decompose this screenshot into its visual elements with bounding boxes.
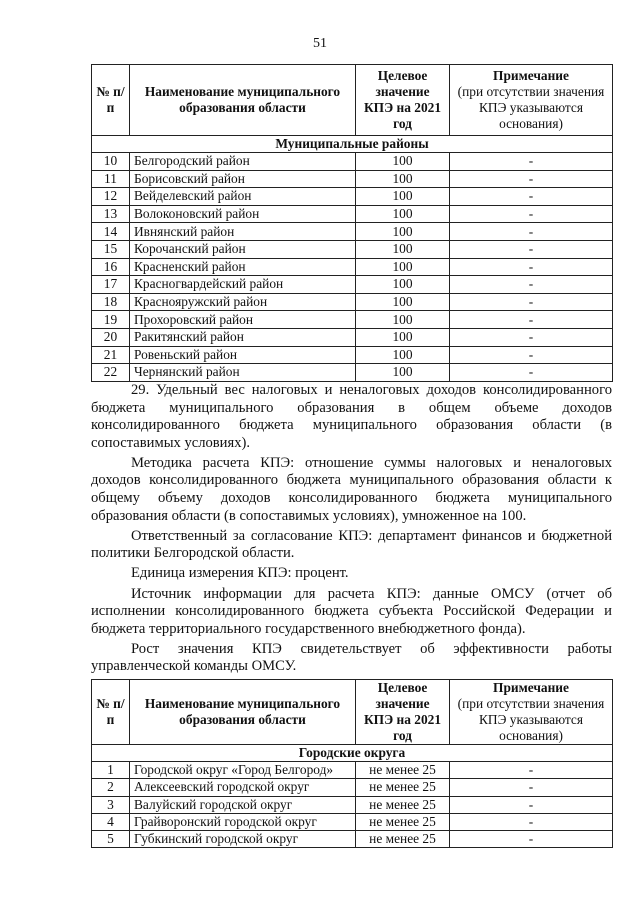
row-name: Красненский район	[130, 258, 356, 276]
section-row	[92, 136, 613, 153]
paragraph-methodology: Методика расчета КПЭ: отношение суммы налоговых и неналоговых доходов консолидированного бюджета муниципального образования области к общему объему доходов консолидированного бюджета муниципального образования области (в сопоставимых условиях), умноженное на 100.	[91, 454, 612, 524]
table-row	[92, 153, 613, 171]
table-row	[92, 796, 613, 813]
table-row	[92, 779, 613, 796]
section-title: Муниципальные районы	[92, 136, 613, 153]
row-target: 100	[356, 153, 450, 171]
kpe-table-city-districts	[91, 679, 613, 848]
row-target: 100	[356, 170, 450, 188]
row-note: -	[450, 762, 613, 779]
row-note: -	[450, 346, 613, 364]
header-target: Целевое значение КПЭ на 2021 год	[356, 65, 450, 136]
row-name: Ровеньский район	[130, 346, 356, 364]
row-note: -	[450, 796, 613, 813]
row-number: 11	[92, 170, 130, 188]
row-number: 21	[92, 346, 130, 364]
row-target: не менее 25	[356, 762, 450, 779]
table-row	[92, 240, 613, 258]
row-target: 100	[356, 258, 450, 276]
row-number: 17	[92, 276, 130, 294]
table-row	[92, 276, 613, 294]
row-number: 16	[92, 258, 130, 276]
row-number: 12	[92, 188, 130, 206]
header-name: Наименование муниципального образования области	[130, 65, 356, 136]
table-row	[92, 258, 613, 276]
table-row	[92, 188, 613, 206]
row-number: 13	[92, 205, 130, 223]
table-row	[92, 831, 613, 848]
row-name: Ракитянский район	[130, 328, 356, 346]
row-note: -	[450, 831, 613, 848]
row-name: Городской округ «Город Белгород»	[130, 762, 356, 779]
row-target: 100	[356, 240, 450, 258]
paragraph-source: Источник информации для расчета КПЭ: данные ОМСУ (отчет об исполнении консолидированного бюджета субъекта Российской Федерации и бюджета территориального государственного внебюджетного фонда).	[91, 585, 612, 637]
table-row	[92, 205, 613, 223]
table-row	[92, 346, 613, 364]
row-name: Чернянский район	[130, 364, 356, 382]
row-target: 100	[356, 346, 450, 364]
row-note: -	[450, 813, 613, 830]
row-name: Ивнянский район	[130, 223, 356, 241]
table-header-row	[92, 680, 613, 745]
table-row	[92, 762, 613, 779]
row-note: -	[450, 153, 613, 171]
table-row	[92, 223, 613, 241]
paragraph-unit: Единица измерения КПЭ: процент.	[131, 565, 349, 582]
row-name: Красногвардейский район	[130, 276, 356, 294]
row-number: 1	[92, 762, 130, 779]
row-number: 18	[92, 293, 130, 311]
paragraph-kpe-title: 29. Удельный вес налоговых и неналоговых доходов консолидированного бюджета муниципального образования в общем объеме доходов консолидированного бюджета муниципального образования области (в сопоставимых условиях).	[91, 382, 612, 451]
row-target: не менее 25	[356, 831, 450, 848]
row-note: -	[450, 170, 613, 188]
paragraph-responsible: Ответственный за согласование КПЭ: департамент финансов и бюджетной политики Белгородской области.	[91, 527, 612, 562]
row-name: Алексеевский городской округ	[130, 779, 356, 796]
row-number: 2	[92, 779, 130, 796]
header-note-sub: (при отсутствии значения КПЭ указываются основания)	[457, 84, 605, 131]
row-target: 100	[356, 223, 450, 241]
row-number: 19	[92, 311, 130, 329]
row-target: 100	[356, 328, 450, 346]
row-number: 14	[92, 223, 130, 241]
kpe-table-municipal-districts	[91, 64, 613, 382]
row-name: Грайворонский городской округ	[130, 813, 356, 830]
row-name: Вейделевский район	[130, 188, 356, 206]
row-number: 5	[92, 831, 130, 848]
row-name: Губкинский городской округ	[130, 831, 356, 848]
kpe-description	[91, 382, 612, 679]
row-note: -	[450, 328, 613, 346]
header-note	[450, 65, 613, 136]
table-header-row	[92, 65, 613, 136]
paragraph-growth: Рост значения КПЭ свидетельствует об эффективности работы управленческой команды ОМСУ.	[91, 640, 612, 675]
table-row	[92, 813, 613, 830]
section-row	[92, 745, 613, 762]
row-number: 15	[92, 240, 130, 258]
table-body	[92, 762, 613, 848]
row-name: Краснояружский район	[130, 293, 356, 311]
section-title: Городские округа	[92, 745, 613, 762]
row-note: -	[450, 276, 613, 294]
row-target: не менее 25	[356, 779, 450, 796]
table-row	[92, 293, 613, 311]
row-target: не менее 25	[356, 813, 450, 830]
row-number: 4	[92, 813, 130, 830]
row-note: -	[450, 258, 613, 276]
header-note	[450, 680, 613, 745]
row-note: -	[450, 779, 613, 796]
header-target: Целевое значение КПЭ на 2021 год	[356, 680, 450, 745]
row-number: 10	[92, 153, 130, 171]
row-name: Белгородский район	[130, 153, 356, 171]
table-row	[92, 364, 613, 382]
row-number: 20	[92, 328, 130, 346]
row-note: -	[450, 205, 613, 223]
row-name: Валуйский городской округ	[130, 796, 356, 813]
row-name: Корочанский район	[130, 240, 356, 258]
row-note: -	[450, 293, 613, 311]
table-row	[92, 170, 613, 188]
row-target: 100	[356, 276, 450, 294]
row-target: 100	[356, 205, 450, 223]
row-target: не менее 25	[356, 796, 450, 813]
table-row	[92, 311, 613, 329]
header-num: № п/п	[92, 65, 130, 136]
header-num: № п/п	[92, 680, 130, 745]
row-number: 22	[92, 364, 130, 382]
row-note: -	[450, 188, 613, 206]
header-note-title: Примечание	[493, 68, 569, 83]
row-number: 3	[92, 796, 130, 813]
row-target: 100	[356, 311, 450, 329]
table-row	[92, 328, 613, 346]
header-note-sub: (при отсутствии значения КПЭ указываются основания)	[457, 696, 605, 743]
row-name: Волоконовский район	[130, 205, 356, 223]
row-target: 100	[356, 364, 450, 382]
row-name: Борисовский район	[130, 170, 356, 188]
page-number: 51	[313, 36, 327, 51]
row-name: Прохоровский район	[130, 311, 356, 329]
row-target: 100	[356, 188, 450, 206]
row-target: 100	[356, 293, 450, 311]
row-note: -	[450, 240, 613, 258]
row-note: -	[450, 364, 613, 382]
row-note: -	[450, 311, 613, 329]
header-note-title: Примечание	[493, 680, 569, 695]
row-note: -	[450, 223, 613, 241]
header-name: Наименование муниципального образования области	[130, 680, 356, 745]
table-body	[92, 153, 613, 382]
